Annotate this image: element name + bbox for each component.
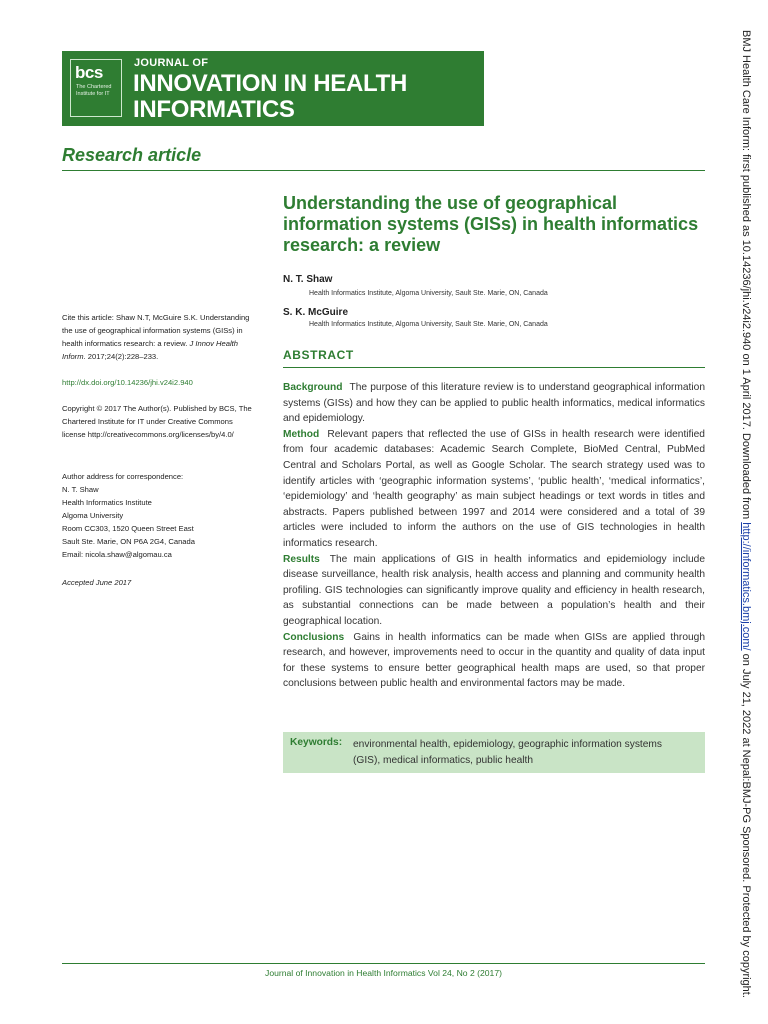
article-type: Research article (62, 145, 202, 165)
copyright-notice: Copyright © 2017 The Author(s). Published by BCS, The Chartered Institute for IT under Creative Commons license http://creativecommons.org/licenses/by/4.0/ (62, 404, 252, 439)
abstract-method: Method Relevant papers that reflected the use of GISs in health research were identified from four academic databases: Academic Search Complete, BioMed Central, PubMed Central and Scholars Portal, as well as Google Scholar. The search strategy used was to identify articles with ‘geographic information systems’, ‘public health’, ‘medical informatics’, ‘epidemiology’ and ‘health geography’ as main subject headings or text words in titles and abstracts. Papers published between 1997 and 2014 were considered and a total of 39 articles were included to inform the authors on the use of GIS technologies in health informatics research. (283, 428, 705, 549)
citation: Cite this article: Shaw N.T, McGuire S.K. Understanding the use of geographical information systems (GISs) in health informatics research: a review. J Innov Health Inform. 2017;24(2):228–233. (62, 313, 250, 361)
article-title: Understanding the use of geographical information systems (GISs) in health informatics research: a review (283, 193, 699, 255)
correspondence-line: Algoma University (62, 511, 124, 520)
author-name: S. K. McGuire (283, 307, 349, 318)
abstract-rule (283, 367, 705, 368)
accepted-date: Accepted June 2017 (62, 578, 132, 587)
correspondence-line: N. T. Shaw (62, 485, 99, 494)
keywords-box (283, 732, 705, 773)
abstract-body (283, 380, 705, 692)
correspondence-email: Email: nicola.shaw@algomau.ca (62, 550, 172, 559)
author-name: N. T. Shaw (283, 274, 333, 285)
bcs-logo-subtitle: The Chartered Institute for IT (76, 84, 112, 97)
correspondence-label: Author address for correspondence: (62, 472, 184, 481)
journal-name: INNOVATION IN HEALTH INFORMATICS (133, 70, 407, 123)
journal-banner (62, 51, 484, 126)
footer-rule (62, 963, 705, 964)
download-notice: BMJ Health Care Inform: first published as 10.14236/jhi.v24i2.940 on 1 April 2017. Downloaded from http://informatics.bmj.com/ on July 21, 2022 at Nepal:BMJ-PG Sponsored. Protected by copyright. (740, 30, 752, 998)
correspondence-line: Room CC303, 1520 Queen Street East (62, 524, 194, 533)
informatics-link[interactable]: http://informatics.bmj.com/ (740, 522, 752, 651)
abstract-heading: ABSTRACT (283, 348, 354, 362)
journal-footer: Journal of Innovation in Health Informatics Vol 24, No 2 (2017) (265, 968, 502, 978)
keywords-text: environmental health, epidemiology, geographic information systems (GIS), medical informatics, public health (353, 739, 662, 766)
header-rule (62, 170, 705, 171)
keywords-label: Keywords: (290, 737, 343, 748)
correspondence-line: Health Informatics Institute (62, 498, 152, 507)
abstract-conclusions: Conclusions Gains in health informatics can be made when GISs are applied through research, and however, improvements need to occur in the quantity and quality of data input for these systems to ensure better geographical health maps are used, so that proper conclusions between public health and environmental factors may be made. (283, 631, 705, 690)
abstract-background: Background The purpose of this literature review is to understand geographical information systems (GISs) and how they can be applied to public health informatics, medical informatics and epidemiology. (283, 382, 705, 425)
author-affiliation: Health Informatics Institute, Algoma University, Sault Ste. Marie, ON, Canada (309, 290, 548, 297)
bcs-logo (70, 59, 122, 117)
correspondence-line: Sault Ste. Marie, ON P6A 2G4, Canada (62, 537, 195, 546)
bcs-logo-text: bcs (75, 63, 103, 82)
author-affiliation: Health Informatics Institute, Algoma University, Sault Ste. Marie, ON, Canada (309, 321, 548, 328)
journal-name-prefix: JOURNAL OF (134, 57, 209, 69)
doi-link[interactable]: http://dx.doi.org/10.14236/jhi.v24i2.940 (62, 378, 193, 387)
correspondence-block (62, 470, 257, 561)
abstract-results: Results The main applications of GIS in health informatics and epidemiology include disease surveillance, health risk analysis, health access and planning and community health profiling. GIS technologies can significantly improve quality and efficiency in health research, as substantial connections can be made between a population’s health and their geographical location. (283, 553, 705, 627)
